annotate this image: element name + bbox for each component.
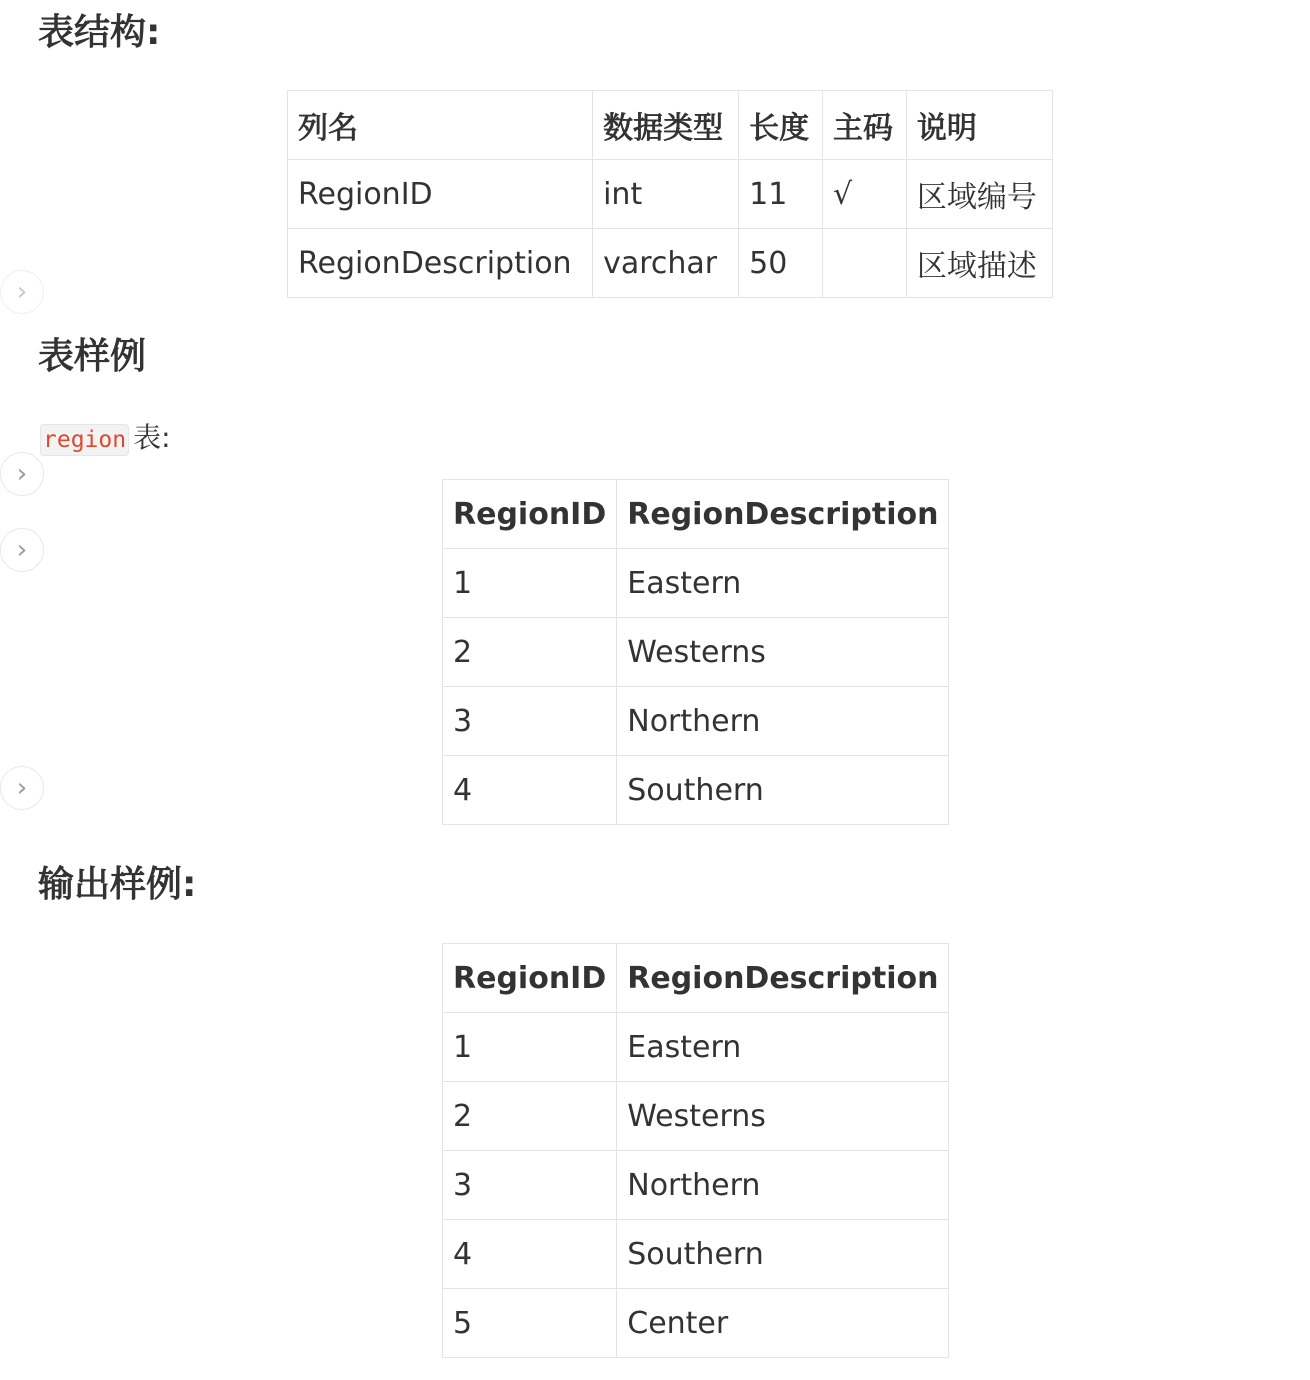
column-header: RegionID (443, 480, 617, 549)
structure-table (287, 90, 1053, 298)
table-cell: RegionID (288, 160, 593, 229)
column-header: RegionDescription (617, 944, 949, 1013)
sample-table (442, 479, 949, 825)
sample-caption (40, 420, 171, 458)
table-cell: 11 (739, 160, 823, 229)
section-heading-output: 输出样例: (38, 864, 197, 905)
table-cell: Northern (617, 1151, 949, 1220)
side-expand-button[interactable] (0, 766, 44, 810)
table-row (443, 1013, 949, 1082)
table-cell: RegionDescription (288, 229, 593, 298)
chevron-right-icon: › (16, 459, 28, 489)
column-header: RegionDescription (617, 480, 949, 549)
column-header: RegionID (443, 944, 617, 1013)
table-cell: Southern (617, 756, 949, 825)
caption-suffix: 表: (133, 421, 171, 454)
table-row (288, 160, 1053, 229)
table-row (443, 549, 949, 618)
table-cell: 1 (443, 549, 617, 618)
table-cell: 4 (443, 1220, 617, 1289)
table-header-row (443, 944, 949, 1013)
side-expand-button[interactable] (0, 528, 44, 572)
table-cell: Eastern (617, 549, 949, 618)
primary-key-check: √ (823, 160, 907, 229)
table-cell: varchar (593, 229, 739, 298)
table-row (288, 229, 1053, 298)
table-row (443, 756, 949, 825)
table-cell: 4 (443, 756, 617, 825)
table-cell: Center (617, 1289, 949, 1358)
table-row (443, 1151, 949, 1220)
table-row (443, 1082, 949, 1151)
table-cell: 3 (443, 687, 617, 756)
table-cell: 区域编号 (906, 160, 1052, 229)
column-header: 长度 (739, 91, 823, 160)
chevron-right-icon: › (16, 773, 28, 803)
primary-key-check (823, 229, 907, 298)
table-cell: Northern (617, 687, 949, 756)
table-cell: 2 (443, 1082, 617, 1151)
table-cell: int (593, 160, 739, 229)
table-cell: Southern (617, 1220, 949, 1289)
table-row (443, 1289, 949, 1358)
table-header-row (288, 91, 1053, 160)
column-header: 说明 (906, 91, 1052, 160)
side-expand-button[interactable] (0, 452, 44, 496)
table-cell: 5 (443, 1289, 617, 1358)
table-cell: 50 (739, 229, 823, 298)
table-row (443, 1220, 949, 1289)
table-name-code: region (40, 424, 129, 456)
table-row (443, 687, 949, 756)
section-heading-sample: 表样例 (38, 336, 147, 377)
column-header: 数据类型 (593, 91, 739, 160)
chevron-right-icon: › (16, 535, 28, 565)
table-cell: Westerns (617, 1082, 949, 1151)
table-cell: 3 (443, 1151, 617, 1220)
table-row (443, 618, 949, 687)
table-cell: 2 (443, 618, 617, 687)
table-cell: 区域描述 (906, 229, 1052, 298)
section-heading-structure: 表结构: (38, 12, 161, 53)
chevron-right-icon: › (16, 277, 28, 307)
table-header-row (443, 480, 949, 549)
table-cell: 1 (443, 1013, 617, 1082)
column-header: 列名 (288, 91, 593, 160)
table-cell: Westerns (617, 618, 949, 687)
table-cell: Eastern (617, 1013, 949, 1082)
column-header: 主码 (823, 91, 907, 160)
side-expand-button[interactable] (0, 270, 44, 314)
output-table (442, 943, 949, 1358)
